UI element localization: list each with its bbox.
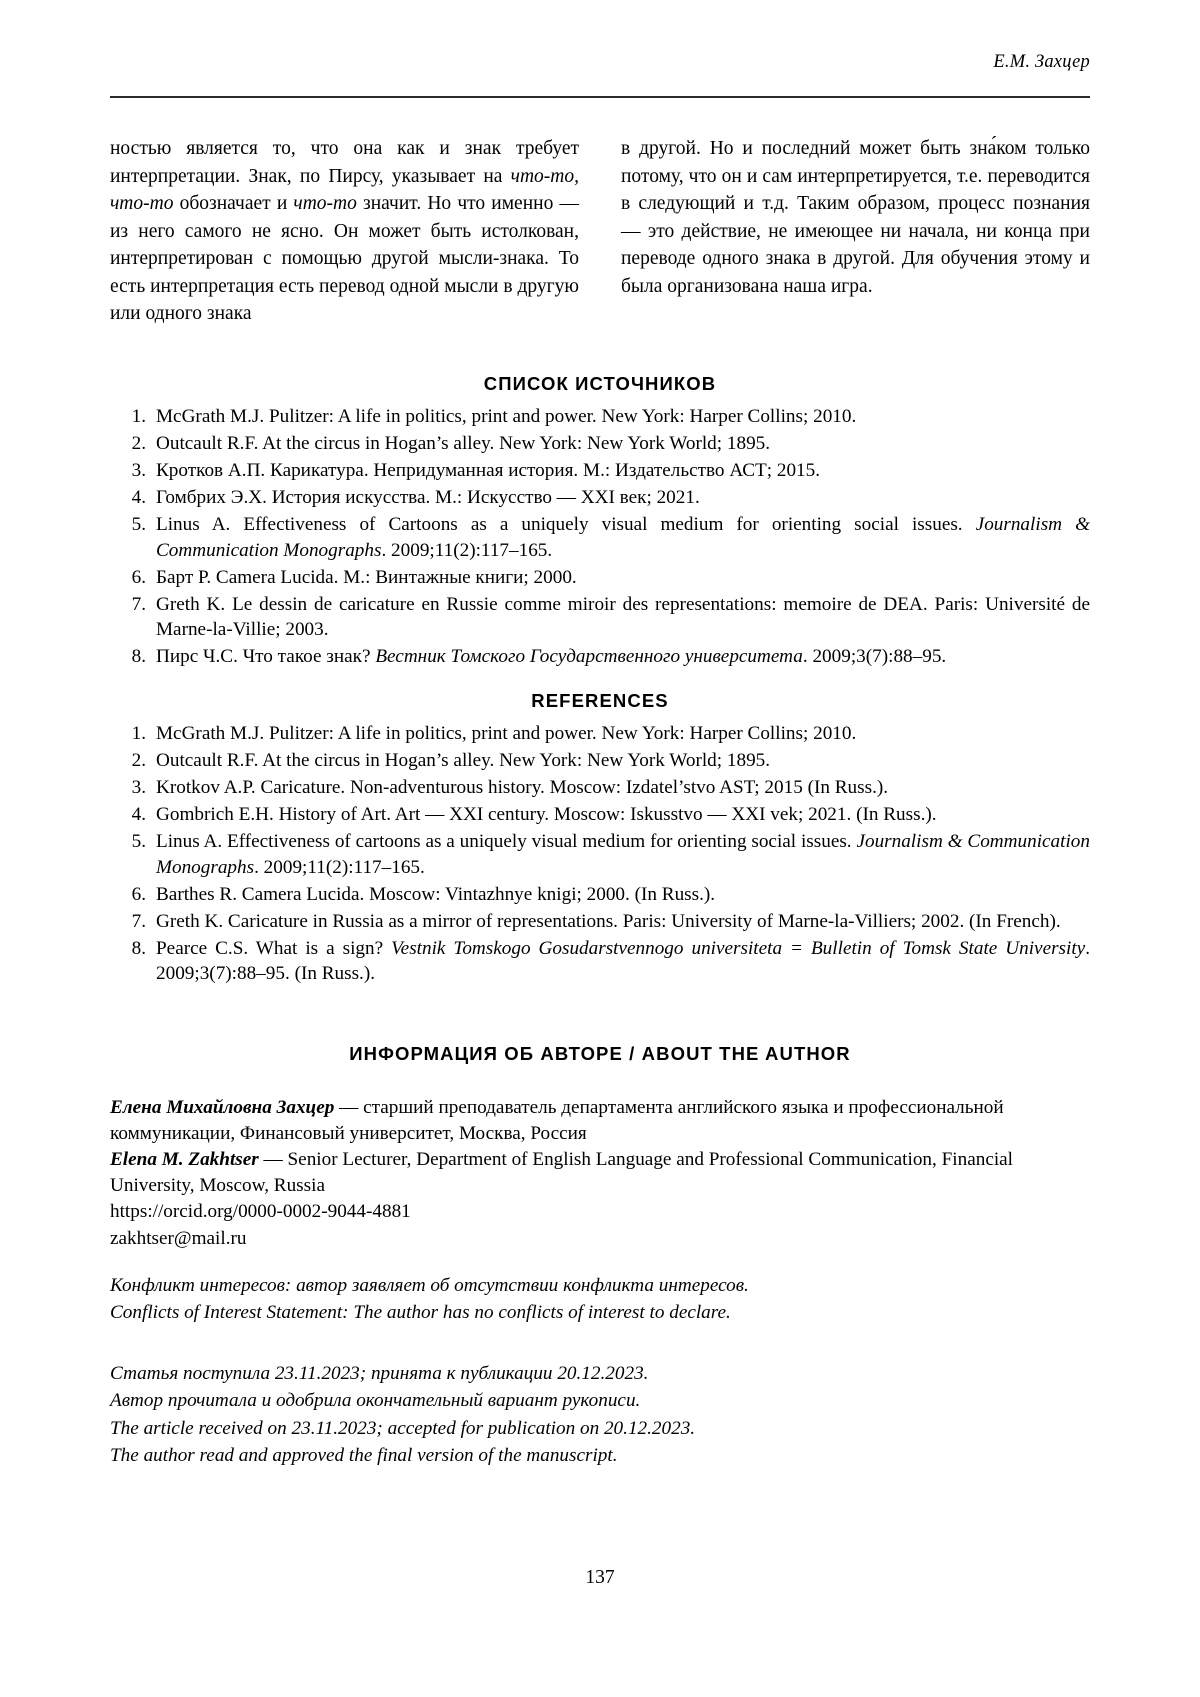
reference-item: [110, 748, 1090, 774]
author-info-section: [110, 1043, 1090, 1065]
reference-number: 3.: [131, 777, 146, 799]
reference-text: [156, 936, 1090, 987]
reference-text-part: McGrath M.J. Pulitzer: A life in politics, print and power. New York: Harper Collins; 2010.: [156, 406, 857, 427]
reference-source-title: Vestnik Tomskogo Gosudarstvennogo universiteta = Bulletin of Tomsk State University: [391, 937, 1086, 959]
dates-line-3: The article received on 23.11.2023; accepted for publication on 20.12.2023.: [110, 1417, 696, 1439]
reference-text-part: Linus A. Effectiveness of cartoons as a uniquely visual medium for orienting social issues.: [156, 831, 857, 853]
dates-line-1: Статья поступила 23.11.2023; принята к публикации 20.12.2023.: [110, 1363, 649, 1384]
reference-number: 1.: [131, 406, 146, 427]
dates-line-2: Автор прочитала и одобрила окончательный вариант рукописи.: [110, 1390, 641, 1412]
reference-text-part: Linus A. Effectiveness of Cartoons as a uniquely visual medium for orienting social issues.: [156, 514, 976, 536]
author-desc-ru: — старший преподаватель департамента английского языка и профессиональной коммуникации, Финансовый университет, Москва, Россия: [110, 1097, 1004, 1145]
author-info-title: ИНФОРМАЦИЯ ОБ АВТОРЕ / ABOUT THE AUTHOR: [349, 1043, 851, 1064]
body-left-italic-1: что-то, что-то: [110, 165, 579, 215]
references-list-wrap: [110, 721, 1090, 988]
body-column-left: [110, 135, 579, 328]
reference-item: [110, 775, 1090, 801]
author-desc-en: — Senior Lecturer, Department of English Language and Professional Communication, Financial University, Moscow, Russia: [110, 1149, 1014, 1197]
reference-text: [156, 565, 1090, 591]
author-orcid[interactable]: https://orcid.org/0000-0002-9044-4881: [110, 1201, 411, 1223]
reference-item: [110, 644, 1090, 670]
reference-text-tail: . 2009;3(7):88–95.: [802, 646, 947, 668]
reference-text: [156, 592, 1090, 643]
reference-item: [110, 829, 1090, 880]
reference-text-part: Gombrich E.H. History of Art. Art — XXI century. Moscow: Iskusstvo — XXI vek; 2021. (In Russ.).: [156, 804, 937, 826]
reference-text-tail: . 2009;11(2):117–165.: [381, 539, 553, 561]
reference-source-title: Journalism & Communication Monographs: [156, 831, 1090, 878]
reference-text: [156, 485, 1090, 511]
author-name-en: Elena M. Zakhtser: [110, 1149, 259, 1171]
reference-text-part: Outcault R.F. At the circus in Hogan’s alley. New York: New York World; 1895.: [156, 750, 771, 772]
dates-line-4: The author read and approved the final version of the manuscript.: [110, 1444, 618, 1466]
reference-text: [156, 404, 1090, 430]
reference-item: [110, 909, 1090, 935]
reference-text: [156, 748, 1090, 774]
reference-text: [156, 829, 1090, 880]
reference-text-part: McGrath M.J. Pulitzer: A life in politics, print and power. New York: Harper Collins; 2010.: [156, 723, 857, 744]
reference-number: 6.: [131, 566, 146, 588]
reference-text-part: Гомбрих Э.Х. История искусства. М.: Искусство — XXI век; 2021.: [156, 487, 700, 509]
page-number: 137: [585, 1567, 615, 1588]
references-title: REFERENCES: [531, 690, 669, 711]
reference-item: [110, 431, 1090, 457]
body-left-text-2: обозначает и: [173, 193, 294, 215]
dates-block: [110, 1360, 1090, 1469]
conflicts-block: [110, 1272, 1090, 1327]
reference-text-part: Пирс Ч.С. Что такое знак?: [156, 646, 376, 668]
reference-number: 3.: [131, 460, 146, 482]
reference-text-part: Pearce C.S. What is a sign?: [156, 937, 392, 959]
reference-item: [110, 592, 1090, 643]
reference-number: 2.: [131, 750, 146, 772]
reference-number: 7.: [131, 593, 146, 615]
reference-number: 8.: [131, 646, 146, 668]
running-header-author: Е.М. Захцер: [993, 52, 1090, 72]
reference-text-part: Greth K. Le dessin de caricature en Russie comme miroir des representations: memoire de DEA. Paris: Université de Marne-la-Villie; 2003.: [156, 593, 1090, 641]
reference-text: [156, 775, 1090, 801]
reference-text-part: Barthes R. Camera Lucida. Moscow: Vintazhnye knigi; 2000. (In Russ.).: [156, 883, 716, 905]
body-column-right: [621, 135, 1090, 328]
reference-text: [156, 721, 1090, 747]
body-left-text-1: ностью является то, что она как и знак требует интерпретации. Знак, по Пирсу, указывает на: [110, 138, 579, 187]
reference-item: [110, 404, 1090, 430]
sources-section: [110, 373, 1090, 395]
reference-item: [110, 936, 1090, 987]
running-header: [110, 52, 1090, 73]
author-line-en: [110, 1147, 1090, 1199]
body-left-italic-2: что-то: [293, 193, 357, 215]
author-name-ru: Елена Михайловна Захцер: [110, 1097, 335, 1118]
author-info-body: [110, 1095, 1090, 1252]
author-line-ru: [110, 1095, 1090, 1147]
reference-number: 4.: [131, 804, 146, 826]
sources-list-wrap: [110, 404, 1090, 671]
reference-number: 2.: [131, 433, 146, 455]
reference-text: [156, 802, 1090, 828]
conflicts-line-en: Conflicts of Interest Statement: The author has no conflicts of interest to declare.: [110, 1302, 731, 1324]
body-right-text: в другой. Но и последний может быть зна́ком только потому, что он и сам интерпретируется, т.е. переводится в следующий и т.д. Таким образом, процесс познания — это действие, не имеющее ни начала, ни конца при переводе одного знака в другой. Для обучения этому и была организована наша игра.: [621, 138, 1090, 297]
reference-text: [156, 909, 1090, 935]
body-columns: [110, 135, 1090, 328]
reference-source-title: Вестник Томского Государственного университета: [375, 646, 803, 668]
reference-text-part: Greth K. Caricature in Russia as a mirror of representations. Paris: University of Marne-la-Villiers; 2002. (In French).: [156, 910, 1061, 932]
sources-title: СПИСОК ИСТОЧНИКОВ: [483, 373, 717, 394]
reference-text-part: Krotkov A.P. Caricature. Non-adventurous history. Moscow: Izdatel’stvo AST; 2015 (In Russ.).: [156, 777, 889, 799]
reference-item: [110, 802, 1090, 828]
reference-text-part: Барт Р. Camera Lucida. М.: Винтажные книги; 2000.: [156, 566, 577, 588]
references-section: [110, 690, 1090, 712]
reference-item: [110, 882, 1090, 908]
reference-text: [156, 644, 1090, 670]
reference-item: [110, 458, 1090, 484]
reference-number: 5.: [131, 514, 146, 536]
reference-source-title: Journalism & Communication Monographs: [156, 514, 1090, 561]
reference-text-part: Кротков А.П. Карикатура. Непридуманная история. М.: Издательство АСТ; 2015.: [156, 460, 821, 482]
body-left-text-3: значит. Но что именно — из него самого не ясно. Он может быть истолкован, интерпретирован с помощью другой мысли-знака. То есть интерпретация есть перевод одной мысли в другую или одного знака: [110, 193, 579, 325]
reference-item: [110, 485, 1090, 511]
header-rule: [110, 96, 1090, 98]
reference-number: 7.: [131, 910, 146, 932]
reference-text-tail: . 2009;3(7):88–95. (In Russ.).: [156, 937, 1090, 985]
reference-text: [156, 882, 1090, 908]
reference-number: 1.: [131, 723, 146, 744]
reference-item: [110, 565, 1090, 591]
reference-number: 4.: [131, 487, 146, 509]
author-email[interactable]: zakhtser@mail.ru: [110, 1227, 247, 1249]
reference-text: [156, 512, 1090, 563]
reference-item: [110, 721, 1090, 747]
reference-number: 6.: [131, 883, 146, 905]
reference-text-tail: . 2009;11(2):117–165.: [254, 856, 425, 878]
reference-text-part: Outcault R.F. At the circus in Hogan’s alley. New York: New York World; 1895.: [156, 433, 771, 455]
reference-text: [156, 458, 1090, 484]
reference-item: [110, 512, 1090, 563]
reference-number: 8.: [131, 937, 146, 959]
references-list: [110, 721, 1090, 987]
reference-text: [156, 431, 1090, 457]
sources-list: [110, 404, 1090, 670]
conflicts-line-ru: Конфликт интересов: автор заявляет об отсутствии конфликта интересов.: [110, 1275, 749, 1296]
reference-number: 5.: [131, 831, 146, 853]
